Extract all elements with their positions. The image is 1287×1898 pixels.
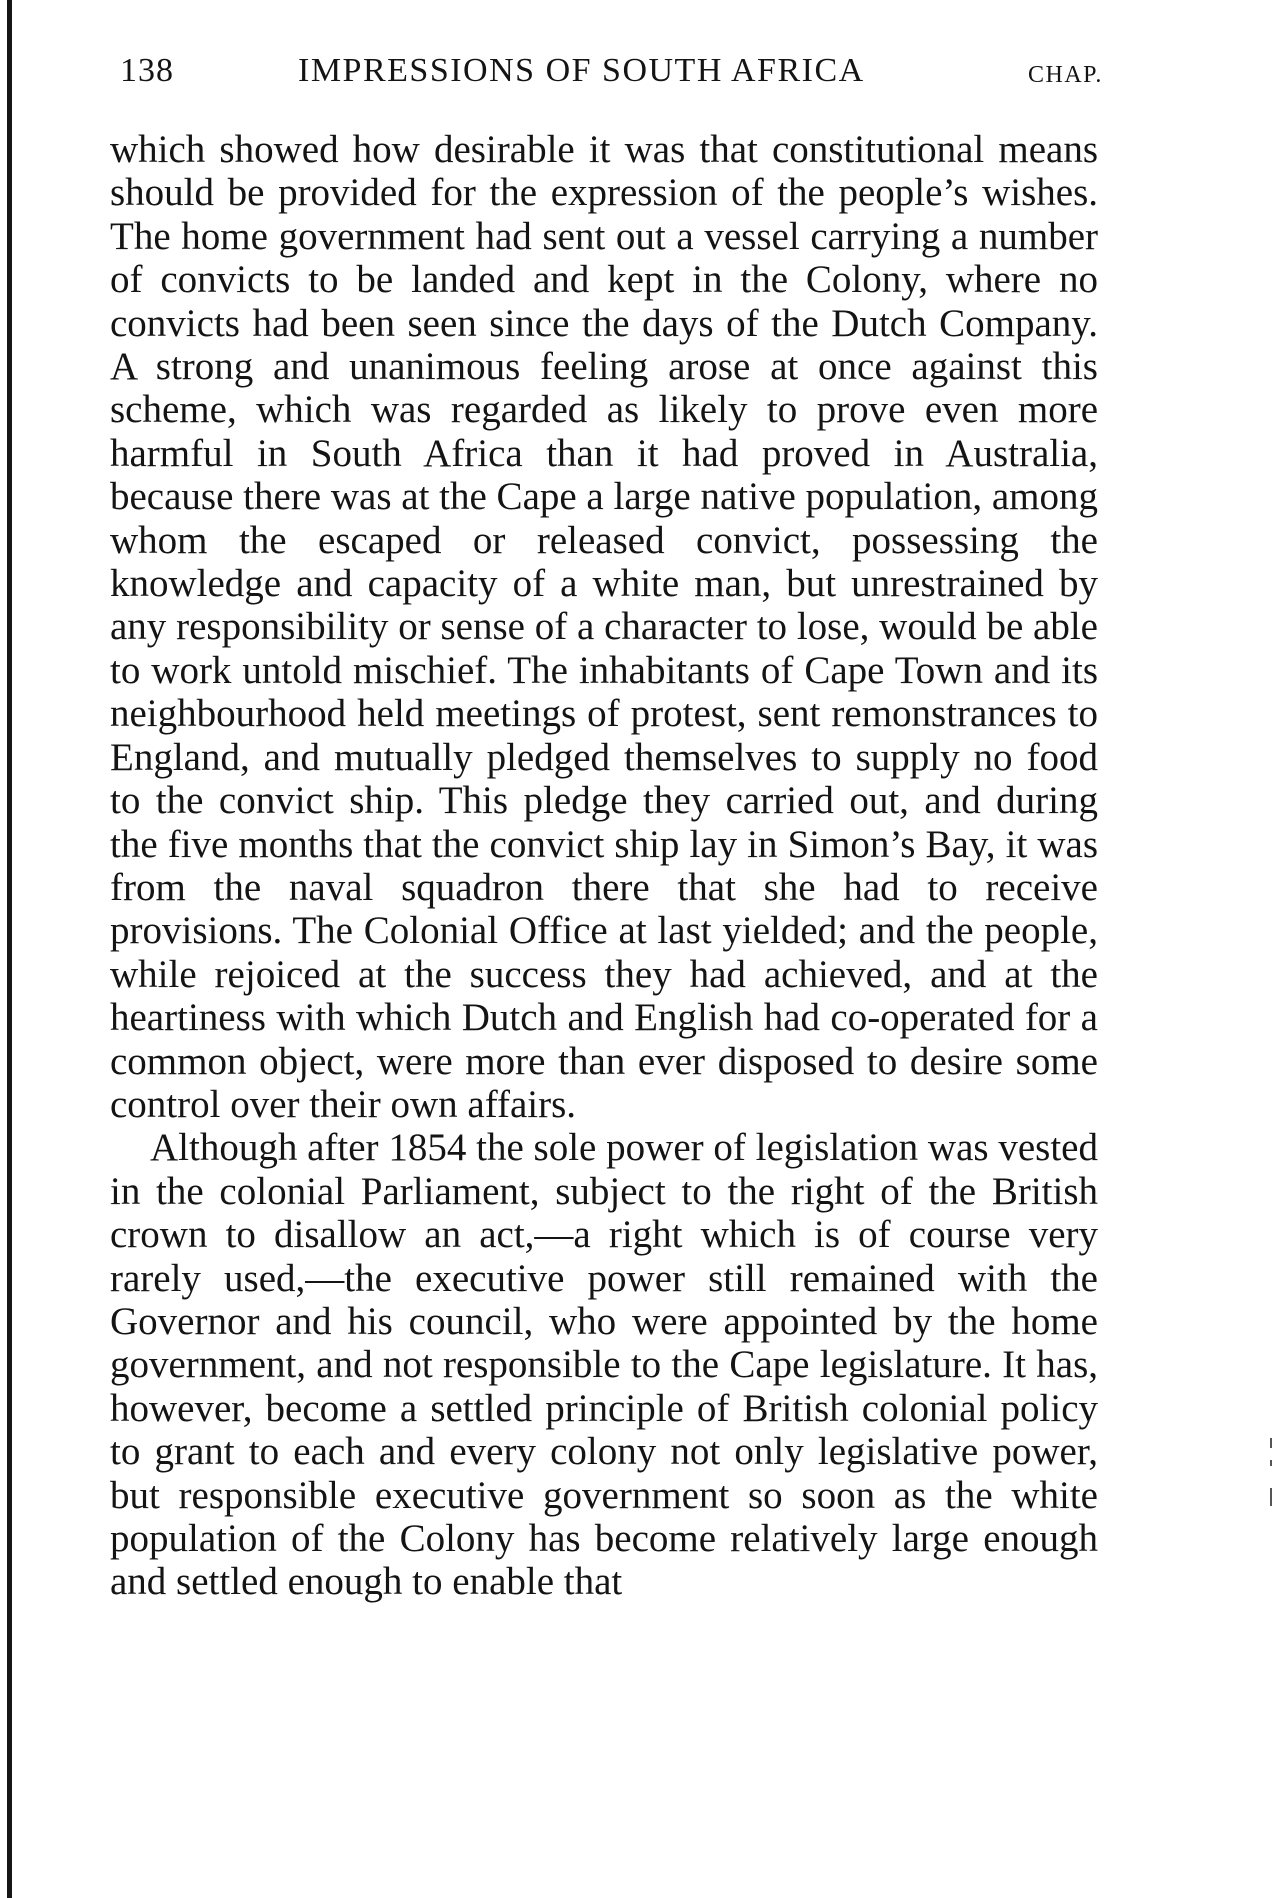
binding-edge-rule — [7, 0, 12, 1898]
body-text — [110, 128, 1098, 1604]
scan-specks — [1270, 1438, 1273, 1516]
page-number: 138 — [120, 52, 174, 89]
paragraph: Although after 1854 the sole power of legislation was vested in the colonial Parliament, subject to the right of the British crown to disallow an act,—a right which is of course very rarely used,—the executive power still remained with the Governor and his council, who were appointed by the home government, and not responsible to the Cape legislature. It has, however, become a settled principle of British colonial policy to grant to each and every colony not only legislative power, but responsible executive government so soon as the white population of the Colony has become relatively large enough and settled enough to enable that — [110, 1126, 1098, 1604]
running-head: IMPRESSIONS OF SOUTH AFRICA — [298, 52, 865, 89]
paragraph: which showed how desirable it was that constitutional means should be provided for the expression of the people’s wishes. The home government had sent out a vessel carrying a number of convicts to be landed and kept in the Colony, where no convicts had been seen since the days of the Dutch Company. A strong and unanimous feeling arose at once against this scheme, which was regarded as likely to prove even more harmful in South Africa than it had proved in Australia, because there was at the Cape a large native population, among whom the escaped or released convict, possessing the knowledge and capacity of a white man, but unrestrained by any responsibility or sense of a character to lose, would be able to work untold mischief. The inhabitants of Cape Town and its neighbourhood held meetings of protest, sent remonstrances to England, and mutually pledged themselves to supply no food to the convict ship. This pledge they carried out, and during the five months that the convict ship lay in Simon’s Bay, it was from the naval squadron there that she had to receive provisions. The Colonial Office at last yielded; and the people, while rejoiced at the success they had achieved, and at the heartiness with which Dutch and English had co-operated for a common object, were more than ever disposed to desire some control over their own affairs. — [110, 128, 1098, 1126]
page-header — [120, 52, 1120, 102]
chapter-label: CHAP. — [1028, 62, 1103, 88]
